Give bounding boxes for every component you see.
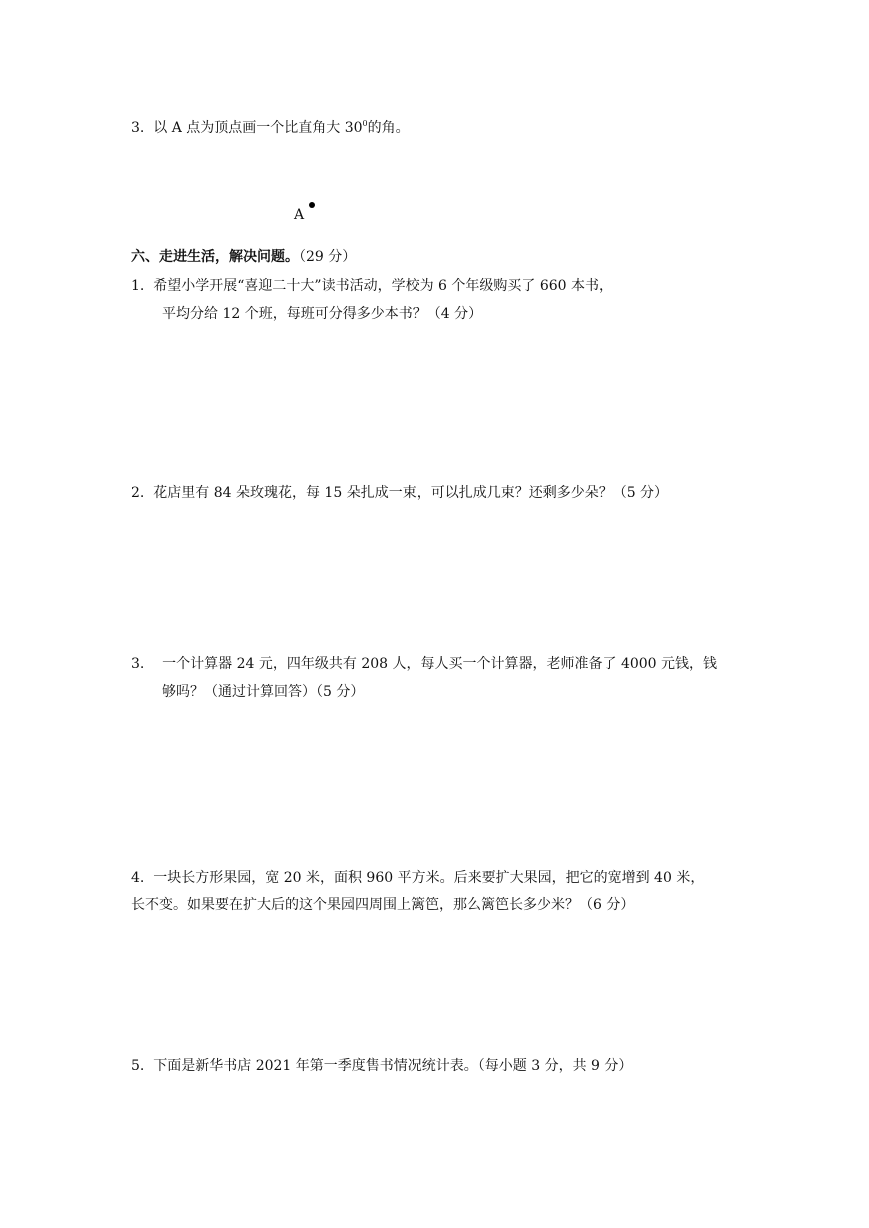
problem-number: 3. bbox=[131, 656, 145, 672]
problem-text: 下面是新华书店 2021 年第一季度售书情况统计表。（每小题 3 分，共 9 分） bbox=[153, 1058, 633, 1074]
problem-number: 4. bbox=[131, 870, 145, 886]
problem-text: 花店里有 84 朵玫瑰花，每 15 朵扎成一束，可以扎成几束？还剩多少朵？（5 分） bbox=[153, 485, 669, 501]
problem-4-line-1 bbox=[131, 869, 704, 887]
degree-sign: 0 bbox=[362, 119, 368, 128]
question-3-angle bbox=[131, 115, 410, 137]
question-text: 以 A 点为顶点画一个比直角大 30 bbox=[153, 120, 363, 136]
problem-text: 平均分给 12 个班，每班可分得多少本书？（4 分） bbox=[162, 306, 483, 322]
section-title: 六、走进生活，解决问题。 bbox=[131, 249, 299, 265]
problem-5-line-1 bbox=[131, 1057, 632, 1075]
problem-1-line-2 bbox=[162, 305, 482, 323]
problem-number: 1. bbox=[131, 278, 145, 294]
section-score: （29 分） bbox=[299, 249, 357, 265]
point-a-label: A bbox=[294, 207, 305, 223]
problem-2-line-1 bbox=[131, 484, 668, 502]
problem-1-line-1 bbox=[131, 277, 613, 295]
point-a-dot bbox=[309, 202, 315, 208]
problem-3-line-1 bbox=[131, 655, 717, 673]
question-text-end: 的角。 bbox=[367, 120, 410, 136]
problem-text: 一个计算器 24 元，四年级共有 208 人，每人买一个计算器，老师准备了 4000 元钱，钱 bbox=[162, 656, 718, 672]
problem-number: 5. bbox=[131, 1058, 145, 1074]
problem-text: 希望小学开展“喜迎二十大”读书活动，学校为 6 个年级购买了 660 本书， bbox=[153, 278, 614, 294]
question-number: 3. bbox=[131, 120, 145, 136]
problem-text: 够吗？（通过计算回答）（5 分） bbox=[162, 684, 365, 700]
problem-3-line-2 bbox=[162, 683, 364, 701]
section-6-heading bbox=[131, 248, 356, 266]
problem-text: 长不变。如果要在扩大后的这个果园四周围上篱笆，那么篱笆长多少米？（6 分） bbox=[131, 897, 635, 913]
problem-number: 2. bbox=[131, 485, 145, 501]
problem-4-line-2 bbox=[131, 896, 634, 914]
problem-text: 一块长方形果园，宽 20 米，面积 960 平方米。后来要扩大果园，把它的宽增到 40 米， bbox=[153, 870, 705, 886]
